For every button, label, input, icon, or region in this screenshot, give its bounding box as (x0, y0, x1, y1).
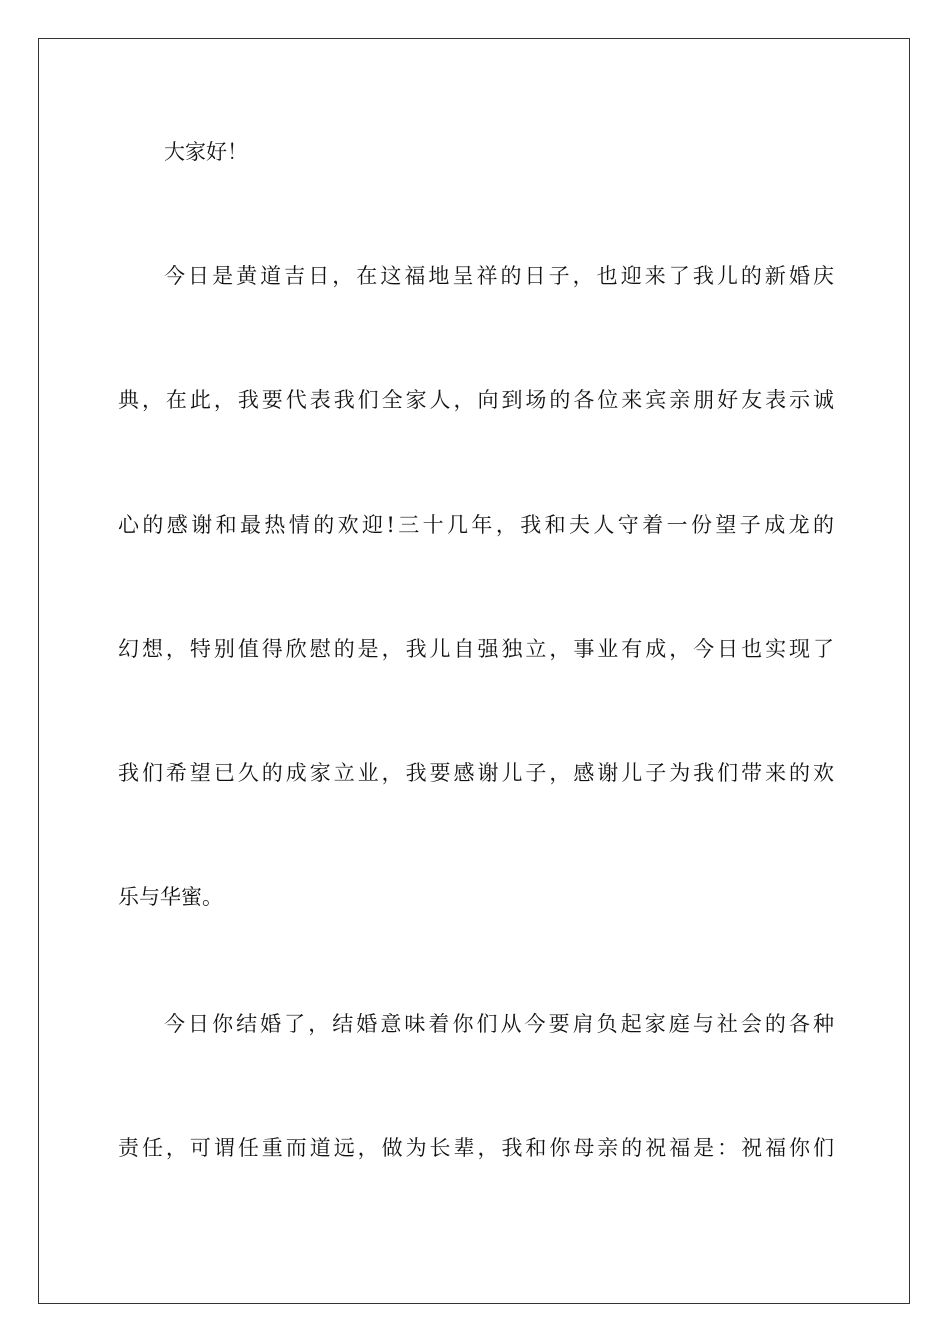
paragraph-1-line-5: 我们希望已久的成家立业，我要感谢儿子，感谢儿子为我们带来的欢 (118, 761, 834, 785)
paragraph-2-line-2: 责任，可谓任重而道远，做为长辈，我和你母亲的祝福是：祝福你们 (118, 1136, 834, 1160)
paragraph-1-line-1: 今日是黄道吉日，在这福地呈祥的日子，也迎来了我儿的新婚庆 (164, 264, 834, 288)
paragraph-1-line-6: 乐与华蜜。 (118, 885, 223, 909)
paragraph-1-line-4: 幻想，特别值得欣慰的是，我儿自强独立，事业有成，今日也实现了 (118, 637, 834, 661)
page-frame (38, 38, 910, 1304)
paragraph-1-line-3: 心的感谢和最热情的欢迎!三十几年，我和夫人守着一份望子成龙的 (118, 513, 834, 537)
greeting-line: 大家好！ (164, 140, 248, 164)
paragraph-2-line-1: 今日你结婚了，结婚意味着你们从今要肩负起家庭与社会的各种 (164, 1012, 834, 1036)
paragraph-1-line-2: 典，在此，我要代表我们全家人，向到场的各位来宾亲朋好友表示诚 (118, 388, 834, 412)
